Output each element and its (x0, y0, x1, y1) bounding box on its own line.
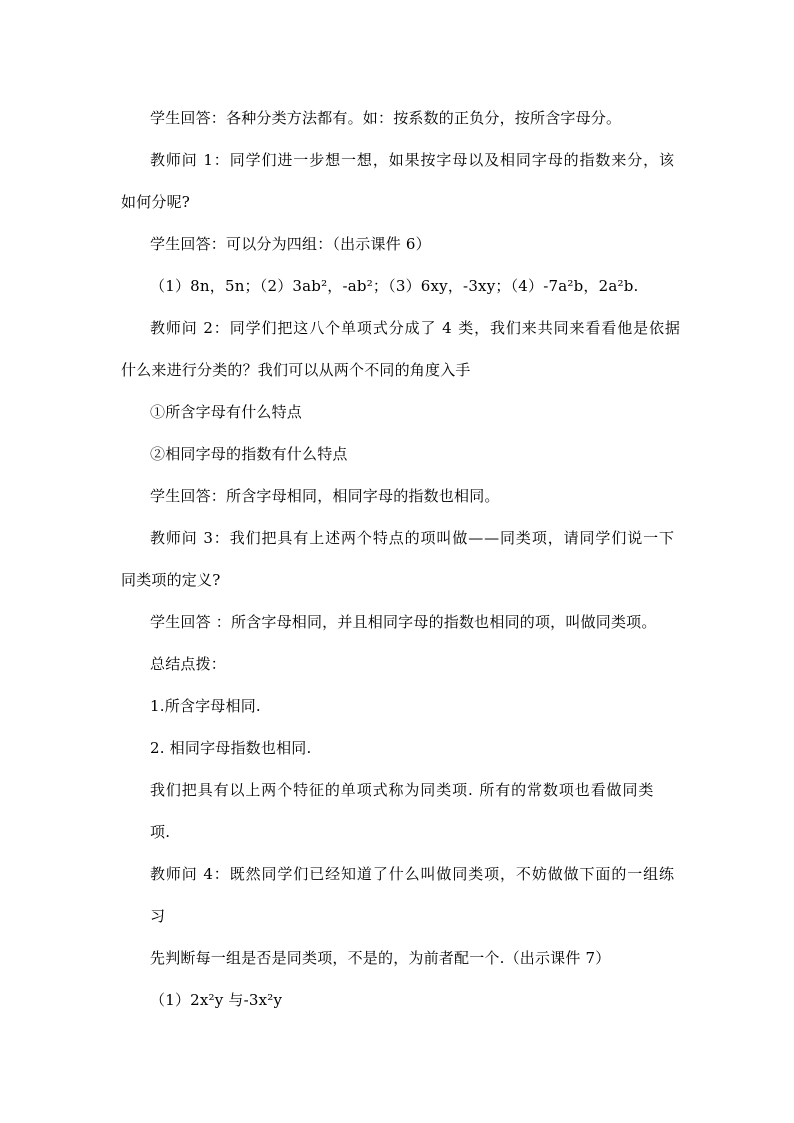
teacher-question-1-cont: 如何分呢? (121, 193, 191, 211)
teacher-question-4: 教师问 4：既然同学们已经知道了什么叫做同类项，不妨做做下面的一组练 (150, 865, 675, 883)
exercise-item-1: （1）2x²y 与-3x²y (150, 991, 283, 1009)
teacher-question-3: 教师问 3：我们把具有上述两个特点的项叫做——同类项，请同学们说一下 (150, 529, 675, 547)
student-answer-3: 学生回答：所含字母相同，相同字母的指数也相同。 (150, 487, 500, 505)
summary-point-1: 1.所含字母相同. (150, 697, 261, 715)
teacher-question-2-cont: 什么来进行分类的？我们可以从两个不同的角度入手 (121, 361, 471, 379)
definition-line: 我们把具有以上两个特征的单项式称为同类项. 所有的常数项也看做同类 (150, 781, 655, 799)
exercise-instruction: 先判断每一组是否是同类项，不是的，为前者配一个.（出示课件 7） (150, 949, 611, 967)
student-answer-2: 学生回答：可以分为四组：（出示课件 6） (150, 235, 431, 253)
grouping-line: （1）8n，5n；（2）3ab²，-ab²；（3）6xy，-3xy；（4）-7a²b，2a²b. (150, 277, 639, 295)
student-answer-4: 学生回答 ：所含字母相同，并且相同字母的指数也相同的项，叫做同类项。 (150, 613, 657, 631)
definition-line-cont: 项. (150, 823, 171, 841)
summary-heading: 总结点拨： (150, 655, 227, 673)
feature-item-2: ②相同字母的指数有什么特点 (150, 445, 348, 463)
teacher-question-1: 教师问 1：同学们进一步想一想，如果按字母以及相同字母的指数来分，该 (150, 151, 675, 169)
teacher-question-3-cont: 同类项的定义? (121, 571, 221, 589)
summary-point-2: 2. 相同字母指数也相同. (150, 739, 312, 757)
teacher-question-2: 教师问 2：同学们把这八个单项式分成了 4 类，我们来共同来看看他是依据 (150, 319, 681, 337)
feature-item-1: ①所含字母有什么特点 (150, 403, 303, 421)
student-answer-1: 学生回答：各种分类方法都有。如：按系数的正负分，按所含字母分。 (150, 109, 622, 127)
teacher-question-4-cont: 习 (150, 907, 166, 925)
